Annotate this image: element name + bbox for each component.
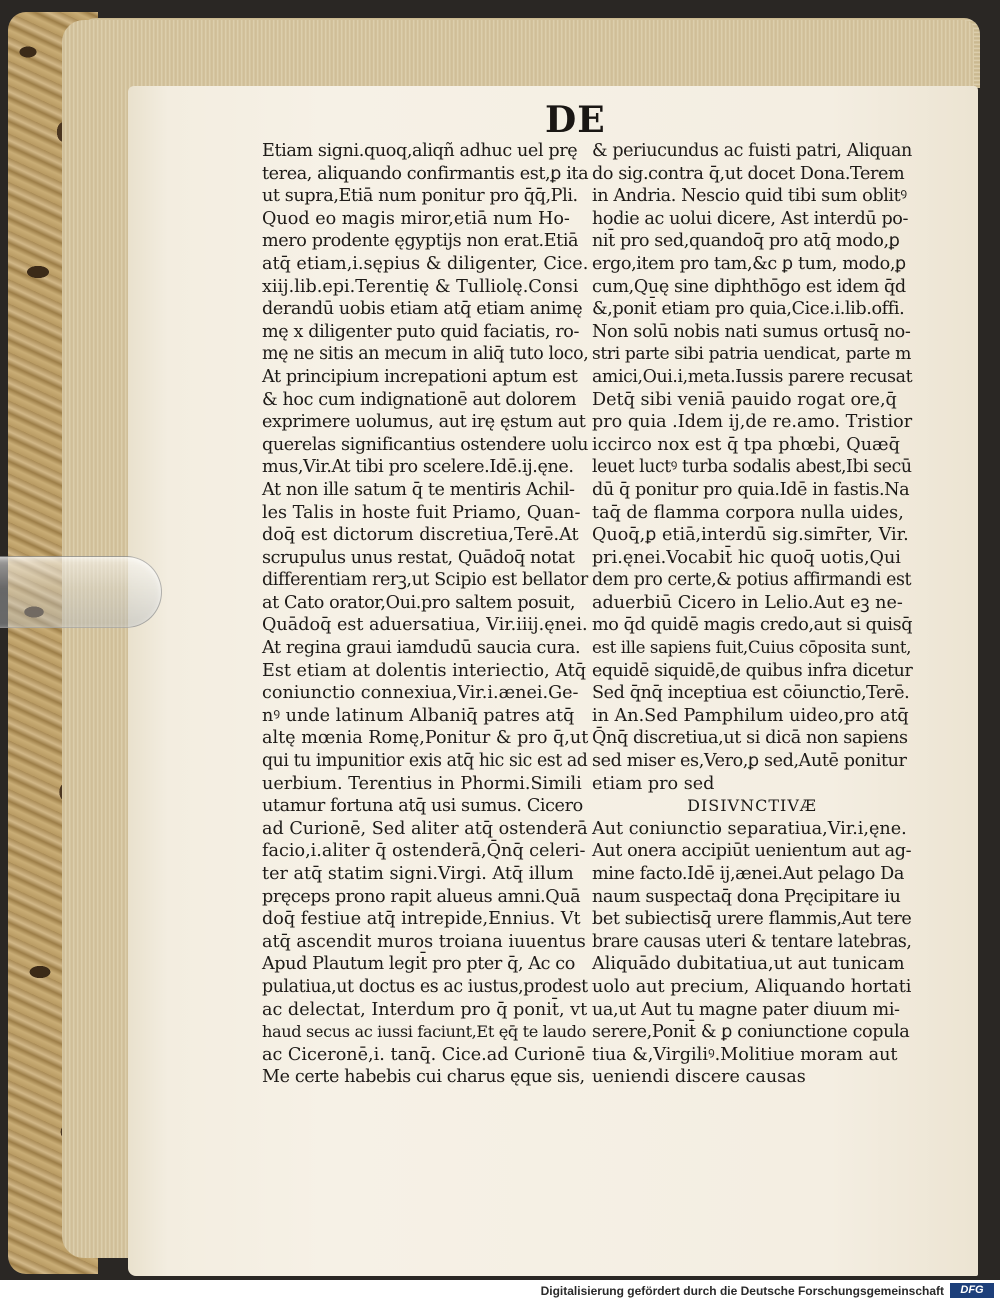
text-line: Quod eo magis miror,etiā num Ho-	[262, 208, 570, 229]
text-line: naum suspectaq̄ dona Pręcipitare iu	[592, 886, 901, 907]
text-line: in Andria. Nescio quid tibi sum oblitꝰ	[592, 186, 907, 207]
text-line: differentiam rerꝫ,ut Scipio est bellator	[262, 570, 588, 591]
text-line: ergo,item pro tam,&c ꝑ tum, modo,ꝑ	[592, 253, 906, 274]
text-line: taq̄ de flamma corpora nulla uides,	[592, 502, 904, 523]
text-line: facio,i.aliter q̄ ostenderā,Q̄nq̄ celeri-	[262, 841, 586, 862]
text-line: tiua &,Virgiliꝰ.Molitiue moram aut	[592, 1044, 898, 1065]
funding-credit: Digitalisierung gefördert durch die Deutsche Forschungsgemeinschaft	[540, 1284, 944, 1298]
text-line: sed miser es,Vero,ꝑ sed,Autē ponitur	[592, 751, 907, 772]
text-line: mę ne sitis an mecum in aliq̄ tuto loco,	[262, 344, 589, 365]
text-line: Non solū nobis nati sumus ortusq̄ no-	[592, 321, 911, 342]
text-line: exprimere uolumus, aut irę ęstum aut	[262, 412, 586, 433]
text-line: Aliquādo dubitatiua,ut aut tunicam	[592, 954, 905, 975]
text-line: dū q̄ ponitur pro quia.Idē in fastis.Na	[592, 479, 910, 500]
text-line: At regina graui iamdudū saucia cura.	[262, 638, 581, 659]
text-line: scrupulus unus restat, Quādoq̄ notat	[262, 547, 575, 568]
text-line: pulatiua,ut doctus es ac iustus,prodest	[262, 976, 588, 997]
text-line: atq̄ ascendit muros troiana iuuentus	[262, 931, 586, 952]
running-head: DE	[545, 99, 606, 141]
text-line: nꝰ unde latinum Albaniq̄ patres atq̄	[262, 705, 575, 726]
text-line: at Cato orator,Oui.pro saltem posuit,	[262, 592, 576, 613]
text-line: leuet luctꝰ turba sodalis abest,Ibi secū	[592, 457, 912, 478]
glass-page-holder	[0, 556, 162, 628]
text-line: doq̄ festiue atq̄ intrepide,Ennius. Vt	[262, 909, 581, 930]
text-line: &,ponit̄ etiam pro quia,Cice.i.lib.offi.	[592, 299, 905, 320]
text-line: bet subiectisq̄ urere flammis,Aut tere	[592, 909, 912, 930]
text-line: do sig.contra q̄,ut docet Dona.Terem	[592, 163, 905, 184]
text-line: Quoq̄,ꝑ etiā,interdū sig.simr̄ter, Vir.	[592, 525, 909, 546]
text-line: & hoc cum indignationē aut dolorem	[262, 389, 577, 410]
text-line: cum,Quę sine diphthōgo est idem q̄d	[592, 276, 906, 297]
text-line: aduerbiū Cicero in Lelio.Aut eꝫ ne-	[592, 592, 903, 613]
text-line: equidē siquidē,de quibus infra dicetur	[592, 660, 913, 681]
text-line: mę x diligenter puto quid faciatis, ro-	[262, 321, 579, 342]
text-line: iccirco nox est q̄ tpa phœbi, Quæq̄	[592, 434, 900, 455]
text-line: amici,Oui.i,meta.Iussis parere recusat	[592, 366, 913, 387]
text-line: ac Ciceronē,i. tanq̄. Cice.ad Curionē	[262, 1044, 586, 1065]
text-line: ad Curionē, Sed aliter atq̄ ostenderā	[262, 818, 588, 839]
text-line: Q̄nq̄ discretiua,ut si dicā non sapiens	[592, 728, 908, 749]
text-line: Quādoq̄ est aduersatiua, Vir.iiij.ęnei.	[262, 615, 588, 636]
text-line: mus,Vir.At tibi pro scelere.Idē.ij.ęne.	[262, 457, 574, 478]
text-line: les Talis in hoste fuit Priamo, Quan-	[262, 502, 581, 523]
dfg-logo: DFG	[950, 1283, 994, 1298]
text-line: Est etiam at dolentis interiectio, Atq̄	[262, 660, 587, 681]
text-line: At non ille satum q̄ te mentiris Achil-	[262, 479, 575, 500]
footer-banner	[0, 1280, 1000, 1302]
text-line: Apud Plautum legit̄ pro pter q̄, Ac co	[262, 954, 575, 975]
text-line: terea, aliquando confirmantis est,ꝑ ita	[262, 163, 589, 184]
text-line: in An.Sed Pamphilum uideo,pro atq̄	[592, 705, 909, 726]
text-line: querelas significantius ostendere uolu	[262, 434, 589, 455]
text-line: Aut onera accipiūt uenientum aut ag-	[592, 841, 912, 862]
text-line: Aut coniunctio separatiua,Vir.i,ęne.	[592, 818, 907, 839]
text-line: derandū uobis etiam atq̄ etiam animę	[262, 299, 583, 320]
text-line: dem pro certe,& potius affirmandi est	[592, 570, 912, 591]
text-line: stri parte sibi patria uendicat, parte m	[592, 344, 911, 365]
text-line: xiij.lib.epi.Terentię & Tulliolę.Consi	[262, 276, 579, 297]
text-line: est ille sapiens fuit,Cuius cōposita sunt,	[592, 638, 912, 658]
text-line: ueniendi discere causas	[592, 1067, 806, 1088]
text-line: ut supra,Etiā num ponitur pro q̄q̄,Pli.	[262, 186, 578, 207]
text-column-right	[592, 140, 912, 1089]
text-line: serere,Ponit̄ & ꝑ coniunctione copula	[592, 1022, 910, 1043]
text-line: ua,ut Aut tu magne pater diuum mi-	[592, 999, 900, 1020]
text-line: altę mœnia Romę,Ponitur & pro q̄,ut	[262, 728, 589, 749]
text-line: coniunctio connexiua,Vir.i.ænei.Ge-	[262, 683, 579, 704]
text-line: doq̄ est dictorum discretiua,Terē.At	[262, 525, 579, 546]
text-column-left	[262, 140, 588, 1089]
text-line: pręceps prono rapit alueus amni.Quā	[262, 886, 581, 907]
text-line: haud secus ac iussi faciunt,Et ęq̄ te laudo	[262, 1022, 586, 1042]
text-line: utamur fortuna atq̄ usi sumus. Cicero	[262, 796, 583, 817]
text-line: uolo aut precium, Aliquando hortati	[592, 976, 912, 997]
text-line: etiam pro sed	[592, 773, 715, 794]
text-line: ac delectat, Interdum pro q̄ ponit̄, vt	[262, 999, 588, 1020]
text-line: mo q̄d quidē magis credo,aut si quisq̄	[592, 615, 913, 636]
text-line: DISIVNCTIVÆ	[687, 796, 817, 816]
text-line: atq̄ etiam,i.sępius & diligenter, Cice.	[262, 253, 589, 274]
text-line: Etiam signi.quoq,aliqñ adhuc uel prę	[262, 141, 578, 161]
text-line: nit̄ pro sed,quandoq̄ pro atq̄ modo,ꝑ	[592, 231, 900, 252]
text-line: & periucundus ac fuisti patri, Aliquan	[592, 141, 912, 161]
text-line: ter atq̄ statim signi.Virgi. Atq̄ illum	[262, 864, 574, 884]
text-line: qui tu impunitior exis atq̄ hic sic est ad	[262, 751, 588, 772]
text-line: pri.ęnei.Vocabit̄ hic quoq̄ uotis,Qui	[592, 547, 901, 568]
text-line: hodie ac uolui dicere, Ast interdū po-	[592, 208, 909, 229]
text-line: brare causas uteri & tentare latebras,	[592, 931, 912, 952]
text-line: Sed q̄nq̄ inceptiua est cōiunctio,Terē.	[592, 683, 910, 704]
text-line: At principium increpationi aptum est	[262, 366, 578, 387]
text-line: Me certe habebis cui charus ęque sis,	[262, 1067, 585, 1088]
text-line: mine facto.Idē ij,ænei.Aut pelago Da	[592, 864, 904, 884]
text-line: mero prodente ęgyptijs non erat.Etiā	[262, 231, 579, 252]
text-line: pro quia .Idem ij,de re.amo. Tristior	[592, 412, 913, 433]
text-line: uerbium. Terentius in Phormi.Simili	[262, 773, 582, 794]
text-line: Detq̄ sibi veniā pauido rogat ore,q̄	[592, 389, 897, 410]
